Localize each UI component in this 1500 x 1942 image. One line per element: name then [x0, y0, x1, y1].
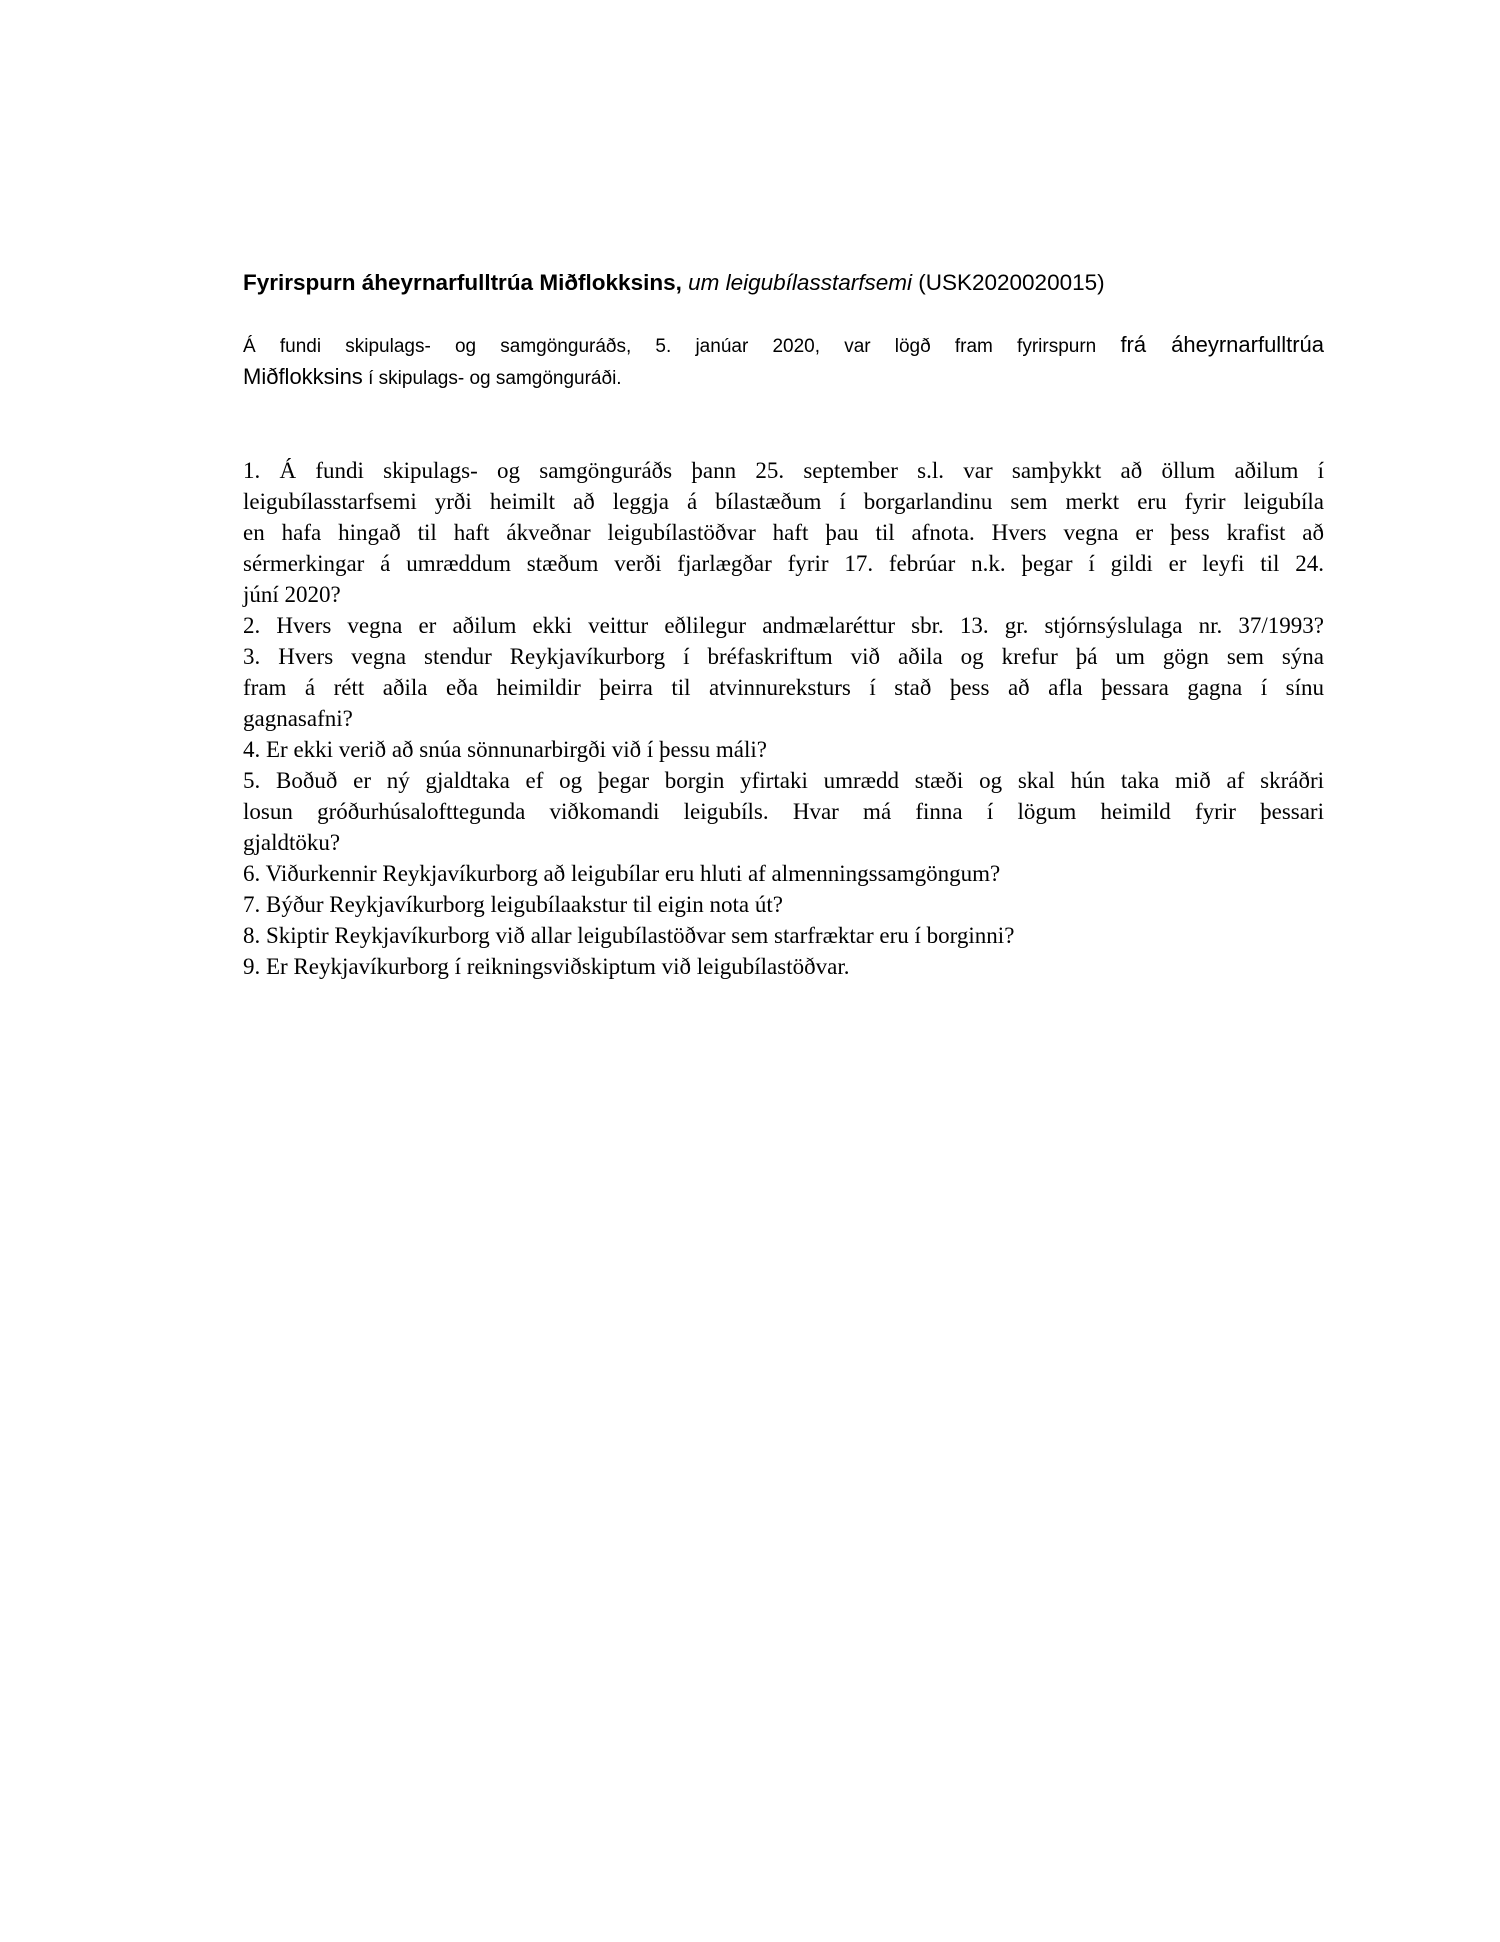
questions-list: [243, 455, 1324, 982]
intro-line-1-text: Á fundi skipulags- og samgönguráðs, 5. janúar 2020, var lögð fram fyrirspurn: [243, 336, 1097, 357]
document-heading: [243, 268, 1323, 298]
intro-line-1: [243, 330, 1324, 362]
question-line: fram á rétt aðila eða heimildir þeirra til atvinnureksturs í stað þess að afla þessara gagna í sínu: [243, 675, 1324, 700]
heading-bold-title: Fyrirspurn áheyrnarfulltrúa Miðflokksins,: [243, 270, 682, 295]
intro-line-1-large-text: frá áheyrnarfulltrúa: [1120, 332, 1324, 357]
question-line: 8. Skiptir Reykjavíkurborg við allar leigubílastöðvar sem starfræktar eru í borginni?: [243, 923, 1015, 948]
intro-paragraph: [243, 330, 1324, 394]
question-line: 2. Hvers vegna er aðilum ekki veittur eðlilegur andmælaréttur sbr. 13. gr. stjórnsýslulaga nr. 37/1993?: [243, 613, 1324, 638]
question-line: 4. Er ekki verið að snúa sönnunarbirgði við í þessu máli?: [243, 737, 768, 762]
question-line: 1. Á fundi skipulags- og samgönguráðs þann 25. september s.l. var samþykkt að öllum aðilum í: [243, 458, 1324, 483]
question-line: en hafa hingað til haft ákveðnar leigubílastöðvar haft þau til afnota. Hvers vegna er þess krafist að: [243, 520, 1324, 545]
question-line: 9. Er Reykjavíkurborg í reikningsviðskiptum við leigubílastöðvar.: [243, 954, 850, 979]
question-line: gagnasafni?: [243, 706, 353, 731]
intro-line-2-large-text: Miðflokksins: [243, 364, 363, 389]
question-line: sérmerkingar á umræddum stæðum verði fjarlægðar fyrir 17. febrúar n.k. þegar í gildi er leyfi til 24.: [243, 551, 1324, 576]
question-line: 7. Býður Reykjavíkurborg leigubílaakstur til eigin nota út?: [243, 892, 783, 917]
question-line: gjaldtöku?: [243, 830, 341, 855]
intro-line-2-text: í skipulags- og samgönguráði.: [368, 368, 622, 389]
question-line: losun gróðurhúsalofttegunda viðkomandi leigubíls. Hvar má finna í lögum heimild fyrir þessari: [243, 799, 1324, 824]
question-line: 5. Boðuð er ný gjaldtaka ef og þegar borgin yfirtaki umrædd stæði og skal hún taka mið af skráðri: [243, 768, 1324, 793]
question-line: 3. Hvers vegna stendur Reykjavíkurborg í bréfaskriftum við aðila og krefur þá um gögn sem sýna: [243, 644, 1324, 669]
question-line: 6. Viðurkennir Reykjavíkurborg að leigubílar eru hluti af almenningssamgöngum?: [243, 861, 1001, 886]
question-line: leigubílasstarfsemi yrði heimilt að leggja á bílastæðum í borgarlandinu sem merkt eru fyrir leigubíla: [243, 489, 1324, 514]
heading-italic-subject: um leigubílasstarfsemi: [688, 270, 912, 295]
heading-case-number: (USK2020020015): [918, 270, 1105, 295]
intro-line-2: [243, 362, 1324, 394]
question-line: júní 2020?: [243, 582, 341, 607]
